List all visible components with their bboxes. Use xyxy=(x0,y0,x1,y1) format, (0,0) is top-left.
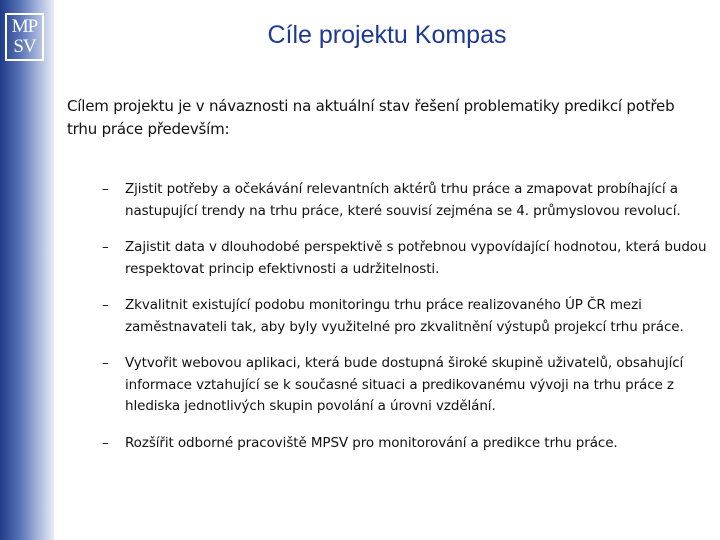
list-item xyxy=(102,295,707,338)
sidebar-gradient xyxy=(0,0,54,540)
bullet-dash: – xyxy=(102,355,109,371)
list-item-text: Zajistit data v dlouhodobé perspektivě s potřebnou vypovídající hodnotou, která budou respektovat princip efektivnosti a udržitelnosti. xyxy=(125,239,707,277)
list-item-text: Zkvalitnit existující podobu monitoringu trhu práce realizovaného ÚP ČR mezi zaměstnavateli tak, aby byly využitelné pro zkvalitnění výstupů projekcí trhu práce. xyxy=(125,297,684,335)
intro-paragraph: Cílem projektu je v návaznosti na aktuální stav řešení problematiky predikcí potřeb trhu práce především: xyxy=(67,97,675,138)
list-item-text: Rozšířit odborné pracoviště MPSV pro monitorování a predikce trhu práce. xyxy=(125,434,618,451)
list-item-text: Zjistit potřeby a očekávání relevantních aktérů trhu práce a zmapovat probíhající a nastupující trendy na trhu práce, které souvisí zejména se 4. průmyslovou revolucí. xyxy=(125,181,681,219)
logo-line-1: MP xyxy=(11,16,38,37)
bullet-dash: – xyxy=(102,434,109,451)
slide-title: Cíle projektu Kompas xyxy=(267,21,507,49)
bullet-dash: – xyxy=(102,181,109,197)
logo-line-2: SV xyxy=(13,36,36,57)
list-item xyxy=(102,433,707,455)
list-item-text: Vytvořit webovou aplikaci, která bude dostupná široké skupině uživatelů, obsahující informace vztahující se k současné situaci a predikovanému vývoji na trhu práce z hlediska jednotlivých skupin povolání a úrovni vzdělání. xyxy=(125,355,684,414)
mpsv-logo xyxy=(5,13,44,61)
bullet-dash: – xyxy=(102,239,109,255)
bullet-dash: – xyxy=(102,297,109,313)
goals-list xyxy=(67,179,707,454)
list-item xyxy=(102,353,707,418)
slide-content xyxy=(67,95,707,469)
list-item xyxy=(102,237,707,280)
list-item xyxy=(102,179,707,222)
